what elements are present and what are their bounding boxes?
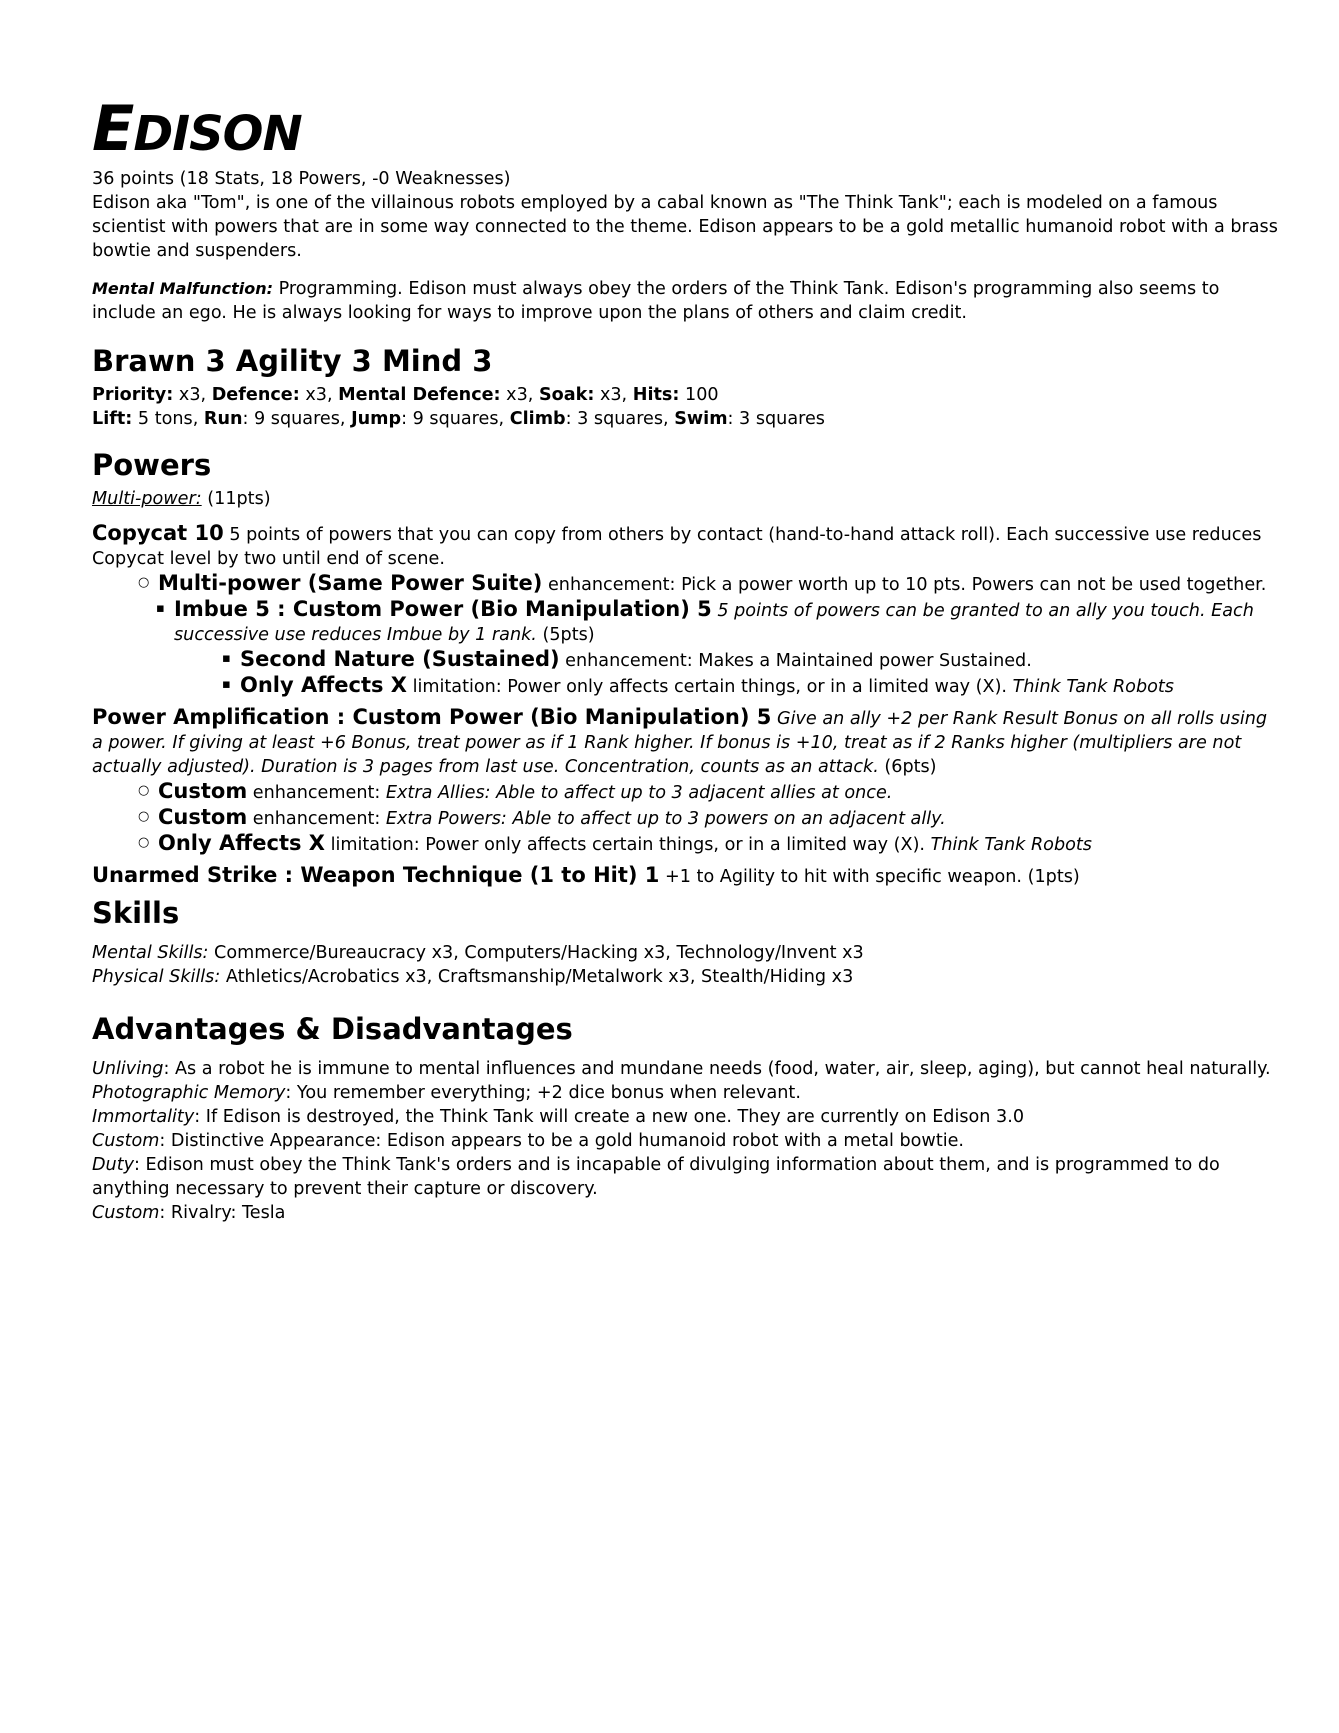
advantages-heading: Advantages & Disadvantages: [92, 1012, 573, 1046]
list-item: [92, 805, 1279, 831]
power-copycat: [92, 521, 1279, 571]
advantage-text: : Distinctive Appearance: Edison appears to be a gold humanoid robot with a metal bowtie.: [159, 1131, 965, 1151]
advantage-label: Photographic Memory: [92, 1083, 286, 1103]
run-label: Run: [203, 409, 243, 429]
list-item: [92, 831, 1279, 857]
imbue-mod-name: Only Affects X: [240, 673, 407, 697]
defence-label: Defence:: [211, 385, 300, 405]
page-title: [92, 92, 1279, 167]
lift-label: Lift:: [92, 409, 133, 429]
hits-label: Hits:: [632, 385, 680, 405]
amplification-cost: (6pts): [878, 757, 937, 777]
amplification-name: Power Amplification : Custom Power (Bio Manipulation) 5: [92, 705, 772, 729]
advantage-label: Custom: [92, 1131, 160, 1151]
advantage-label: Immortality: [92, 1107, 195, 1127]
swim-value: : 3 squares: [727, 409, 825, 429]
physical-skills: [92, 965, 1279, 989]
copycat-text: 5 points of powers that you can copy from others by contact (hand-to-hand attack roll). Each successive use reduces Copycat level by two until end of scene.: [92, 525, 1262, 569]
skills-heading: Skills: [92, 896, 180, 930]
amplification-desc: Give an ally +2 per Rank Result Bonus on all rolls using a power. If giving at least +6 Bonus, treat power as if 1 Rank higher. If bonus is +10, treat as if 2 Ranks higher (multipliers are not actually adjusted). Duration is 3 pages from last use. Concentration, counts as an attack.: [92, 709, 1268, 777]
copycat-name: Copycat 10: [92, 521, 224, 545]
mental-malfunction-text: Programming. Edison must always obey the orders of the Think Tank. Edison's programming also seems to include an ego. He is always looking for ways to improve upon the plans of others and claim credit.: [92, 279, 1220, 323]
copycat-modifiers: [92, 571, 1279, 597]
advantage-label: Custom: [92, 1203, 160, 1223]
multipower-line: [92, 487, 1279, 511]
physical-skills-text: Athletics/Acrobatics x3, Craftsmanship/Metalwork x3, Stealth/Hiding x3: [220, 967, 854, 987]
list-item: [92, 1153, 1279, 1201]
advantage-text: : Rivalry: Tesla: [159, 1203, 286, 1223]
copycat-mod-text: enhancement: Pick a power worth up to 10 pts. Powers can not be used together.: [542, 575, 1267, 595]
mental-defence-value: x3,: [500, 385, 539, 405]
unarmed-name: Unarmed Strike : Weapon Technique (1 to Hit) 1: [92, 863, 660, 887]
points-line: 36 points (18 Stats, 18 Powers, -0 Weaknesses): [92, 169, 511, 189]
powers-heading: Powers: [92, 448, 212, 482]
power-amplification: [92, 705, 1279, 779]
amp-mod-note: Extra Allies: Able to affect up to 3 adjacent allies at once.: [385, 783, 893, 803]
imbue-desc: 5 points of powers can be granted to an ally you touch. Each successive use reduces Imbue by 1 rank.: [174, 601, 1254, 645]
list-item: [92, 1057, 1279, 1081]
multipower-label: Multi-power:: [92, 489, 202, 509]
amp-mod-text: enhancement:: [247, 809, 386, 829]
mental-skills-label: Mental Skills:: [92, 943, 209, 963]
list-item: [92, 1201, 1279, 1225]
power-unarmed-strike: [92, 863, 1279, 889]
soak-label: Soak:: [538, 385, 595, 405]
imbue-cost: (5pts): [536, 625, 595, 645]
physical-skills-label: Physical Skills:: [92, 967, 221, 987]
amp-mod-name: Only Affects X: [158, 831, 325, 855]
mental-malfunction: [92, 277, 1279, 325]
copycat-mod-name: Multi-power (Same Power Suite): [158, 571, 543, 595]
defence-value: x3,: [299, 385, 339, 405]
priority-label: Priority:: [92, 385, 174, 405]
advantage-text: : You remember everything; +2 dice bonus when relevant.: [285, 1083, 801, 1103]
list-item: [92, 571, 1279, 597]
soak-value: x3,: [594, 385, 633, 405]
swim-label: Swim: [674, 409, 728, 429]
amp-mod-name: Custom: [158, 805, 248, 829]
unarmed-text: +1 to Agility to hit with specific weapon. (1pts): [659, 867, 1080, 887]
imbue-modifiers: [92, 647, 1279, 699]
advantage-label: Duty: [92, 1155, 135, 1175]
hits-value: 100: [679, 385, 719, 405]
amp-mod-note: Extra Powers: Able to affect up to 3 powers on an adjacent ally.: [385, 809, 946, 829]
imbue-mod-text: limitation: Power only affects certain things, or in a limited way (X).: [407, 677, 1013, 697]
advantage-label: Unliving: [92, 1059, 164, 1079]
amp-mod-name: Custom: [158, 779, 248, 803]
imbue-mod-text: enhancement: Makes a Maintained power Sustained.: [559, 651, 1032, 671]
mental-malfunction-label: Mental Malfunction:: [92, 279, 274, 298]
title-initial: E: [92, 92, 134, 165]
derived-stats: [92, 383, 1279, 407]
amplification-modifiers: [92, 779, 1279, 857]
lift-value: 5 tons,: [132, 409, 204, 429]
mental-skills-text: Commerce/Bureaucracy x3, Computers/Hacking x3, Technology/Invent x3: [208, 943, 864, 963]
advantage-text: : If Edison is destroyed, the Think Tank will create a new one. They are currently on Edison 3.0: [194, 1107, 1025, 1127]
list-item: [92, 597, 1279, 647]
run-value: : 9 squares,: [242, 409, 352, 429]
list-item: [92, 1081, 1279, 1105]
advantage-text: : Edison must obey the Think Tank's orders and is incapable of divulging information about them, and is programmed to do anything necessary to prevent their capture or discovery.: [92, 1155, 1220, 1199]
imbue-list: [92, 597, 1279, 647]
list-item: [92, 1105, 1279, 1129]
jump-label: Jump: [351, 409, 402, 429]
list-item: [92, 1129, 1279, 1153]
multipower-cost: (11pts): [201, 489, 271, 509]
advantage-text: : As a robot he is immune to mental influences and mundane needs (food, water, air, sleep, aging), but cannot heal naturally.: [163, 1059, 1271, 1079]
list-item: [92, 779, 1279, 805]
mental-defence-label: Mental Defence:: [338, 385, 501, 405]
title-rest: DISON: [133, 106, 302, 162]
imbue-mod-note: Think Tank Robots: [1012, 677, 1174, 697]
amp-mod-text: enhancement:: [247, 783, 386, 803]
climb-value: : 3 squares,: [565, 409, 675, 429]
jump-value: : 9 squares,: [401, 409, 510, 429]
list-item: [92, 673, 1279, 699]
list-item: [92, 647, 1279, 673]
mental-skills: [92, 941, 1279, 965]
priority-value: x3,: [173, 385, 212, 405]
stats-heading: Brawn 3 Agility 3 Mind 3: [92, 344, 493, 378]
climb-label: Climb: [509, 409, 566, 429]
amp-mod-note: Think Tank Robots: [930, 835, 1092, 855]
description: Edison aka "Tom", is one of the villainous robots employed by a cabal known as "The Think Tank"; each is modeled on a famous scientist with powers that are in some way connected to the theme. Edison appears to be a gold metallic humanoid robot with a brass bowtie and suspenders.: [92, 193, 1278, 261]
imbue-name: Imbue 5 : Custom Power (Bio Manipulation) 5: [174, 597, 712, 621]
movement-stats: [92, 407, 1279, 431]
advantages-section: [92, 1011, 1279, 1225]
amp-mod-text: limitation: Power only affects certain things, or in a limited way (X).: [325, 835, 931, 855]
imbue-mod-name: Second Nature (Sustained): [240, 647, 560, 671]
